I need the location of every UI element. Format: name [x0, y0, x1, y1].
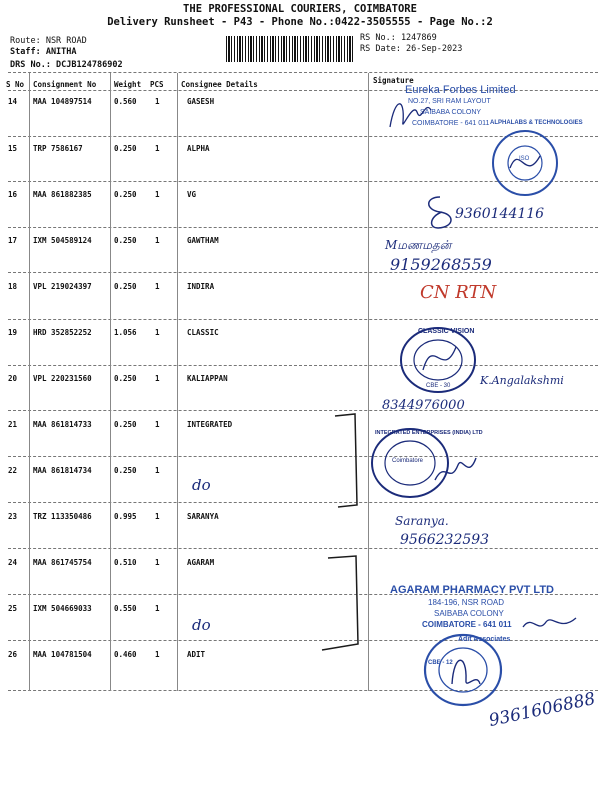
handwritten-phone: 9159268559: [390, 255, 492, 274]
agaram-stamp-line: SAIBABA COLONY: [434, 609, 504, 618]
row-weight: 0.560: [114, 97, 137, 106]
row-pcs: 1: [155, 97, 160, 106]
classic-vision-seal-text: CLASSIC VISION: [418, 328, 475, 335]
row-weight: 0.250: [114, 374, 137, 383]
signature-scribble: [385, 92, 435, 137]
row-consignment: VPL 219024397: [33, 282, 92, 291]
signature-scribble: [520, 612, 580, 637]
signature-scribble: [420, 192, 460, 232]
row-consignment: TRZ 113350486: [33, 512, 92, 521]
row-consignment: MAA 861882385: [33, 190, 92, 199]
row-pcs: 1: [155, 282, 160, 291]
alphalabs-seal: [490, 128, 560, 198]
col-header-signature: Signature: [373, 76, 414, 85]
agaram-stamp-name: AGARAM PHARMACY PVT LTD: [390, 584, 554, 596]
row-weight: 1.056: [114, 328, 137, 337]
group-bracket: [318, 552, 363, 652]
row-consignee: INDIRA: [187, 282, 215, 291]
row-pcs: 1: [155, 328, 160, 337]
row-consignee: GASESH: [187, 97, 215, 106]
row-consignee: ALPHA: [187, 144, 210, 153]
return-mark: CN RTN: [420, 282, 497, 303]
row-sno: 22: [8, 466, 18, 475]
row-divider: [8, 456, 598, 457]
col-header-consignee: Consignee Details: [181, 80, 258, 89]
row-consignment: MAA 104781504: [33, 650, 92, 659]
row-pcs: 1: [155, 236, 160, 245]
rs-date: RS Date: 26-Sep-2023: [360, 44, 463, 54]
adit-seal-bottom: CBE - 12: [428, 660, 453, 666]
row-weight: 0.550: [114, 604, 137, 613]
column-rule: [368, 73, 369, 691]
alphalabs-seal-center: ISO: [519, 156, 530, 162]
table-bottom-rule: [8, 690, 598, 691]
row-divider: [8, 227, 598, 228]
row-consignee: KALIAPPAN: [187, 374, 228, 383]
handwritten-phone: 9361606888: [487, 688, 598, 732]
route-label: Route: NSR ROAD: [10, 36, 87, 46]
staff-label: Staff: ANITHA: [10, 47, 77, 57]
agaram-stamp-line: COIMBATORE - 641 011: [422, 620, 512, 629]
drs-number: DRS No.: DCJB124786902: [10, 60, 123, 70]
row-pcs: 1: [155, 190, 160, 199]
row-sno: 17: [8, 236, 18, 245]
row-consignment: VPL 220231560: [33, 374, 92, 383]
row-consignment: MAA 861814734: [33, 466, 92, 475]
row-sno: 14: [8, 97, 18, 106]
group-bracket: [330, 410, 370, 510]
handwritten-name: Mமணமதன்: [385, 238, 452, 252]
adit-seal: [422, 632, 504, 708]
row-sno: 18: [8, 282, 18, 291]
handwritten-phone: 8344976000: [382, 398, 465, 413]
col-header-sno: S No: [6, 80, 25, 89]
row-consignment: TRP 7586167: [33, 144, 83, 153]
row-divider: [8, 272, 598, 273]
row-divider: [8, 502, 598, 503]
row-pcs: 1: [155, 144, 160, 153]
handwritten-name: Saranya.: [395, 514, 449, 528]
row-divider: [8, 548, 598, 549]
signature-scribble: [430, 450, 480, 490]
row-pcs: 1: [155, 558, 160, 567]
column-rule: [110, 73, 111, 691]
row-divider: [8, 410, 598, 411]
row-consignee: SARANYA: [187, 512, 219, 521]
integrated-seal-center: Coimbatore: [392, 458, 424, 464]
row-weight: 0.250: [114, 144, 137, 153]
row-sno: 15: [8, 144, 18, 153]
row-consignment: MAA 104897514: [33, 97, 92, 106]
column-rule: [29, 73, 30, 691]
row-consignee: VG: [187, 190, 197, 199]
row-sno: 16: [8, 190, 18, 199]
row-sno: 21: [8, 420, 18, 429]
eureka-stamp-line: COIMBATORE - 641 011: [412, 120, 490, 127]
eureka-stamp-name: Eureka Forbes Limited: [405, 84, 516, 96]
runsheet-subtitle: Delivery Runsheet - P43 - Phone No.:0422-3505555 - Page No.:2: [107, 16, 493, 28]
row-weight: 0.250: [114, 236, 137, 245]
row-consignment: MAA 861745754: [33, 558, 92, 567]
ditto-mark: do: [192, 616, 211, 634]
row-consignee: GAWTHAM: [187, 236, 219, 245]
table-top-rule: [8, 72, 598, 73]
row-weight: 0.510: [114, 558, 137, 567]
col-header-weight: Weight: [114, 80, 142, 89]
row-weight: 0.250: [114, 282, 137, 291]
row-pcs: 1: [155, 604, 160, 613]
alphalabs-seal-text: ALPHALABS & TECHNOLOGIES: [490, 120, 583, 126]
row-sno: 26: [8, 650, 18, 659]
row-sno: 23: [8, 512, 18, 521]
row-divider: [8, 365, 598, 366]
row-consignee: CLASSIC: [187, 328, 219, 337]
row-divider: [8, 319, 598, 320]
row-sno: 20: [8, 374, 18, 383]
row-consignment: IXM 504589124: [33, 236, 92, 245]
handwritten-signature: K.Angalakshmi: [480, 374, 564, 387]
col-header-pcs: PCS: [150, 80, 164, 89]
row-sno: 24: [8, 558, 18, 567]
ditto-mark: do: [192, 476, 211, 494]
row-weight: 0.250: [114, 420, 137, 429]
handwritten-phone: 9360144116: [455, 206, 545, 222]
adit-seal-text: Adit Associates: [458, 636, 511, 643]
company-title: THE PROFESSIONAL COURIERS, COIMBATORE: [183, 3, 417, 15]
integrated-seal-text: INTEGRATED ENTERPRISES (INDIA) LTD: [375, 430, 483, 436]
row-consignee: AGARAM: [187, 558, 215, 567]
row-pcs: 1: [155, 650, 160, 659]
eureka-stamp-line: SAIBABA COLONY: [420, 109, 482, 116]
row-weight: 0.460: [114, 650, 137, 659]
row-sno: 19: [8, 328, 18, 337]
classic-vision-seal-bottom: CBE - 30: [426, 383, 451, 389]
handwritten-phone: 9566232593: [400, 532, 490, 548]
eureka-stamp-line: NO.27, SRI RAM LAYOUT: [408, 98, 491, 105]
row-sno: 25: [8, 604, 18, 613]
row-pcs: 1: [155, 420, 160, 429]
column-rule: [177, 73, 178, 691]
row-weight: 0.995: [114, 512, 137, 521]
barcode: [226, 36, 354, 62]
row-pcs: 1: [155, 466, 160, 475]
row-pcs: 1: [155, 512, 160, 521]
col-header-consignment: Consignment No: [33, 80, 97, 89]
row-weight: 0.250: [114, 190, 137, 199]
row-consignment: HRD 352852252: [33, 328, 92, 337]
row-consignee: ADIT: [187, 650, 206, 659]
row-consignee: INTEGRATED: [187, 420, 233, 429]
agaram-stamp-line: 184-196, NSR ROAD: [428, 598, 505, 607]
rs-number: RS No.: 1247869: [360, 33, 437, 43]
row-pcs: 1: [155, 374, 160, 383]
row-consignment: MAA 861814733: [33, 420, 92, 429]
row-consignment: IXM 504669033: [33, 604, 92, 613]
row-weight: 0.250: [114, 466, 137, 475]
